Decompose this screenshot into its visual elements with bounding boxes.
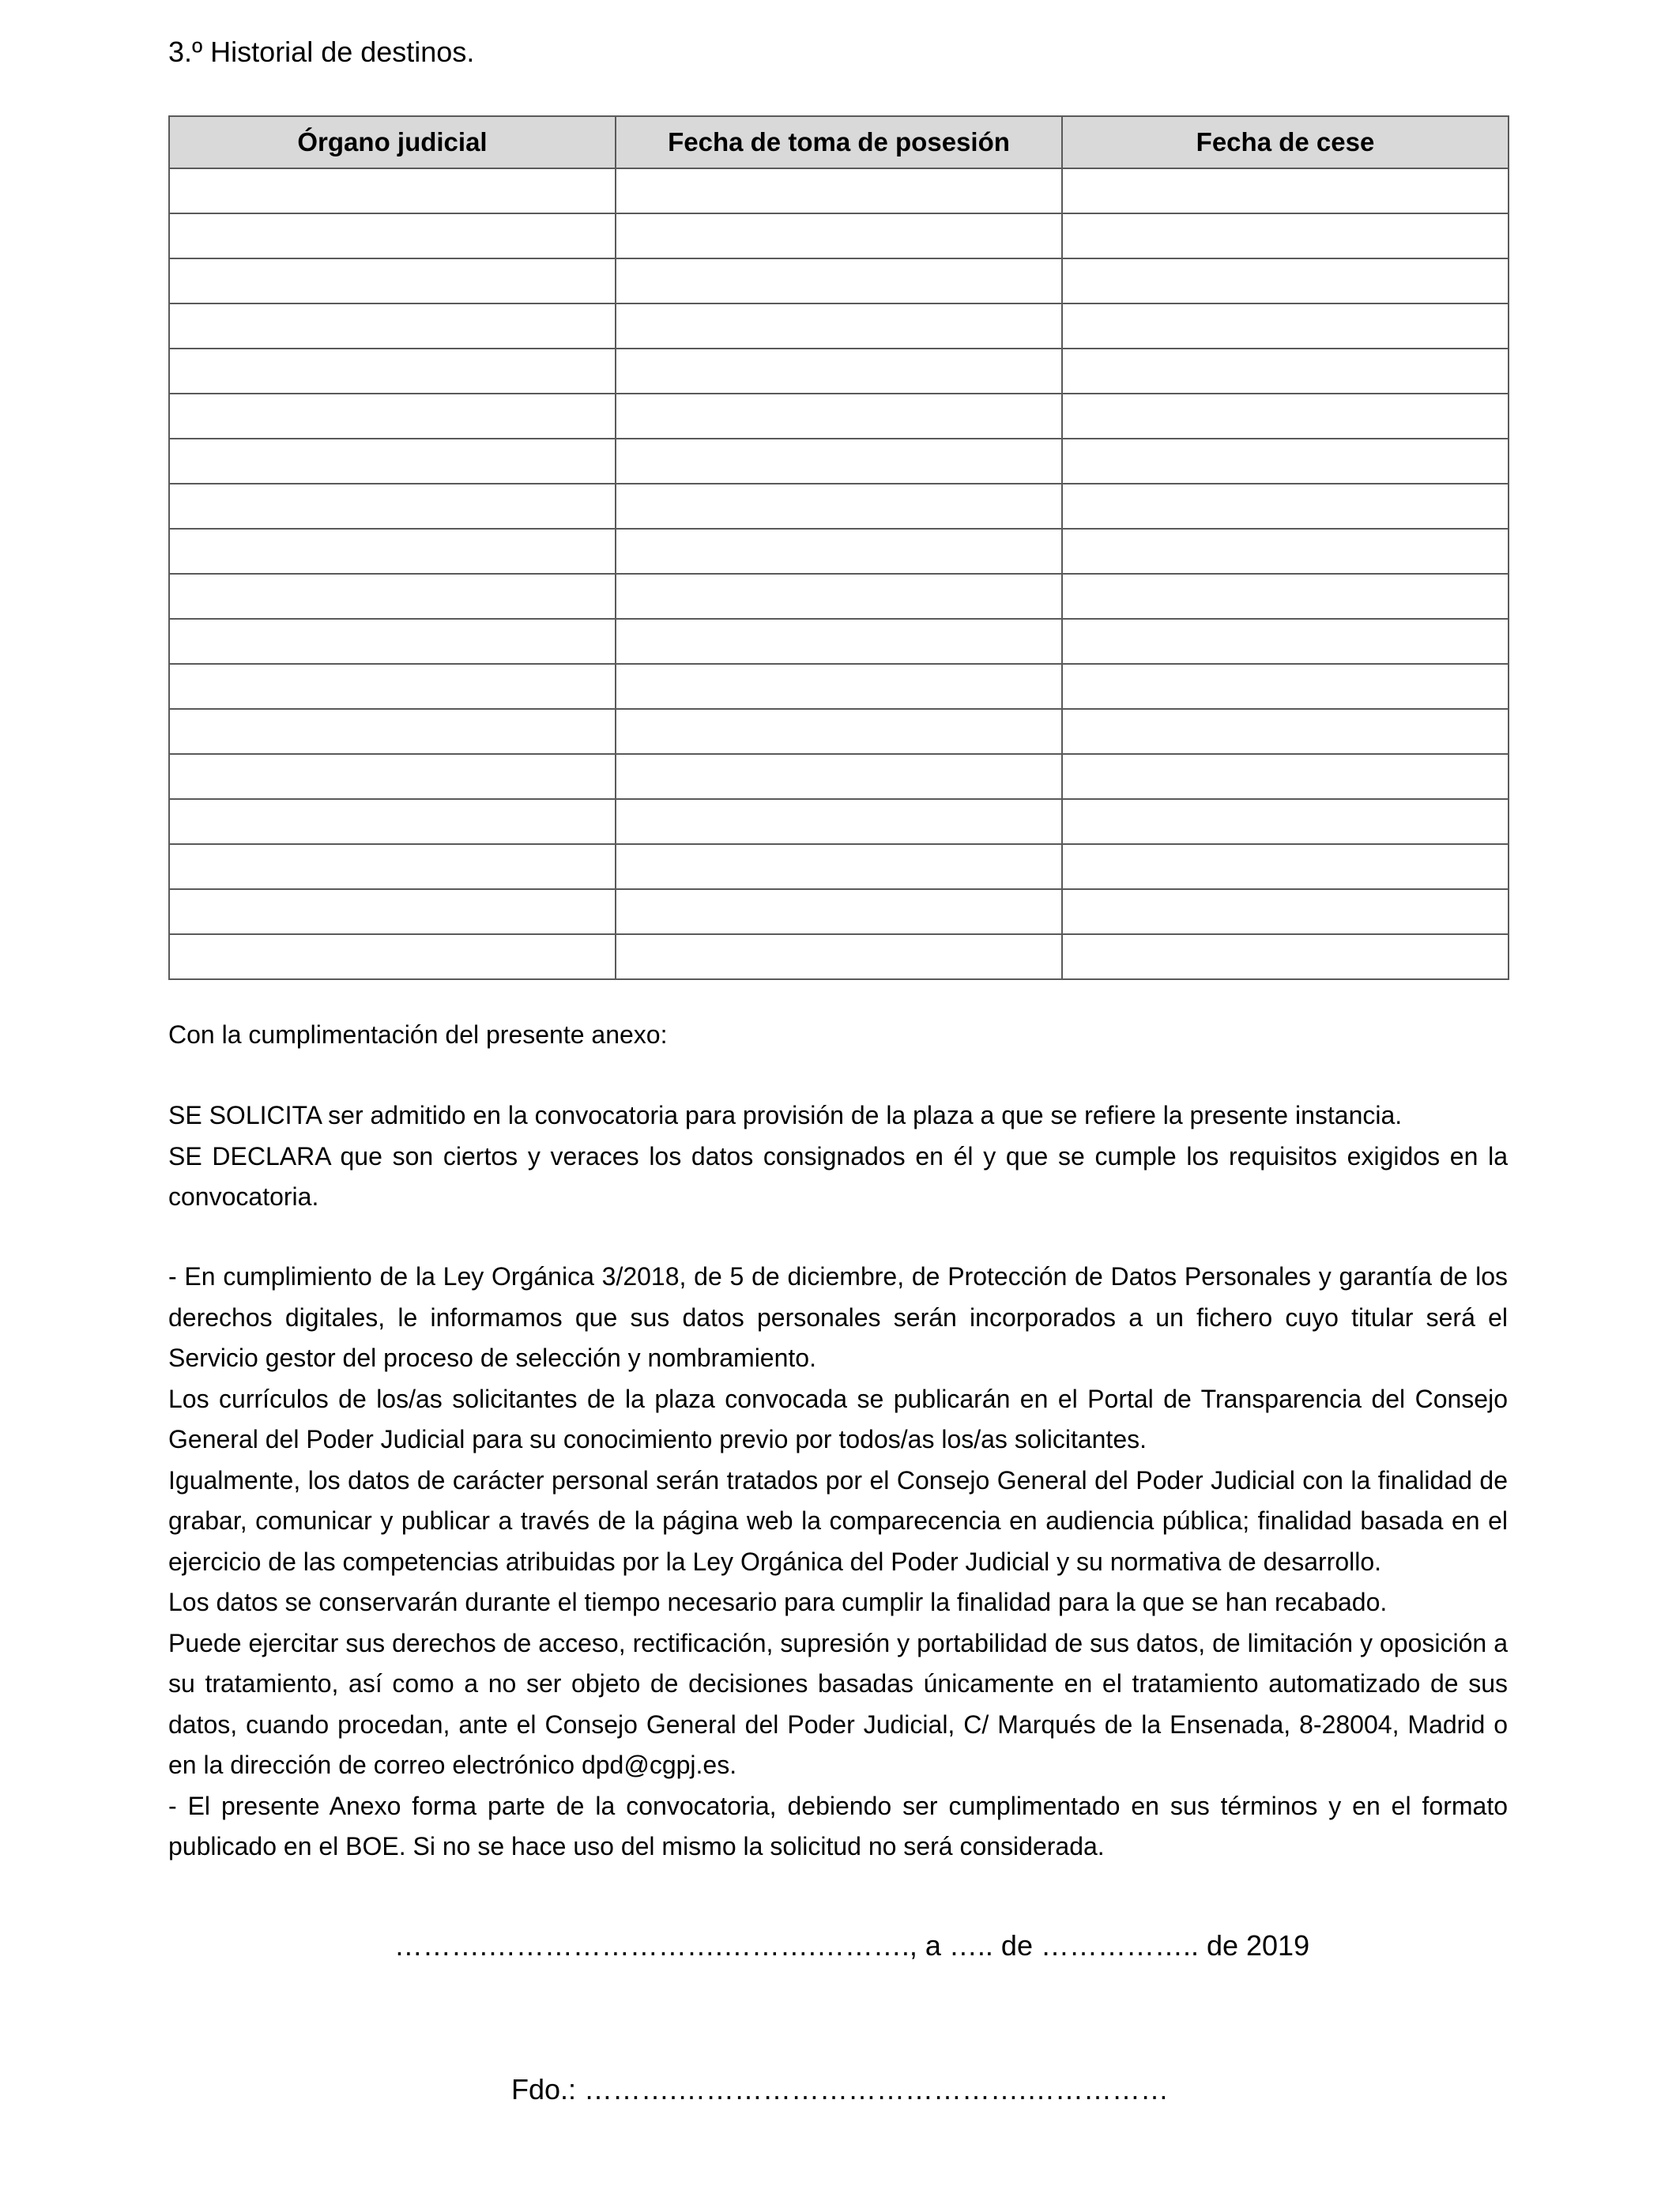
table-cell [169, 619, 616, 664]
signature-line: Fdo.: ……….……………………………….…………… [510, 2073, 1170, 2105]
table-row [169, 889, 1509, 934]
legal-paragraph: Los currículos de los/as solicitantes de la plaza convocada se publicarán en el Portal de Transparencia del Consejo General del Poder Judicial para su conocimiento previo por todos/as los/as solicitantes. [168, 1384, 1508, 1453]
table-cell [169, 529, 616, 574]
table-cell [616, 168, 1062, 213]
table-cell [616, 664, 1062, 709]
column-header-organo: Órgano judicial [169, 116, 616, 168]
table-cell [1062, 394, 1509, 439]
table-cell [1062, 754, 1509, 799]
request-declaration-block [168, 1095, 1508, 1218]
table-cell [616, 574, 1062, 619]
table-cell [169, 213, 616, 258]
table-cell [616, 484, 1062, 529]
legal-paragraph: Igualmente, los datos de carácter personal serán tratados por el Consejo General del Poder Judicial con la finalidad de grabar, comunicar y publicar a través de la página web la comparecencia en audiencia pública; finalidad basada en el ejercicio de las competencias atribuidas por la Ley Orgánica del Poder Judicial y su normativa de desarrollo. [168, 1465, 1508, 1576]
table-cell [169, 394, 616, 439]
table-cell [1062, 168, 1509, 213]
table-cell [1062, 439, 1509, 484]
table-cell [1062, 574, 1509, 619]
table-cell [616, 799, 1062, 844]
table-row [169, 394, 1509, 439]
table-cell [616, 213, 1062, 258]
request-paragraph: SE SOLICITA ser admitido en la convocatoria para provisión de la plaza a que se refiere la presente instancia. [168, 1101, 1403, 1129]
table-cell [616, 934, 1062, 979]
table-cell [616, 709, 1062, 754]
table-row [169, 754, 1509, 799]
table-cell [1062, 664, 1509, 709]
table-body [169, 168, 1509, 979]
table-cell [616, 889, 1062, 934]
table-cell [169, 844, 616, 889]
table-cell [616, 754, 1062, 799]
table-row [169, 574, 1509, 619]
table-cell [1062, 844, 1509, 889]
table-cell [1062, 889, 1509, 934]
table-row [169, 619, 1509, 664]
legal-paragraph: Puede ejercitar sus derechos de acceso, rectificación, supresión y portabilidad de sus datos, de limitación y oposición a su tratamiento, así como a no ser objeto de decisiones basadas únicamente en el tratamiento automatizado de sus datos, cuando procedan, ante el Consejo General del Poder Judicial, C/ Marqués de la Ensenada, 8-28004, Madrid o en la dirección de correo electrónico dpd@cgpj.es. [168, 1628, 1508, 1779]
table-row [169, 799, 1509, 844]
table-row [169, 484, 1509, 529]
table-row [169, 529, 1509, 574]
table-cell [1062, 709, 1509, 754]
legal-paragraph: Los datos se conservarán durante el tiempo necesario para cumplir la finalidad para la que se han recabado. [168, 1588, 1388, 1616]
table-cell [616, 844, 1062, 889]
column-header-fecha-posesion: Fecha de toma de posesión [616, 116, 1062, 168]
table-cell [169, 799, 616, 844]
place-date-line: ……….…………………….……….………., a ….. de …………….. de 2019 [394, 1929, 1310, 1962]
table-cell [1062, 799, 1509, 844]
table-row [169, 213, 1509, 258]
table-cell [169, 574, 616, 619]
table-cell [169, 889, 616, 934]
table-cell [616, 439, 1062, 484]
table-cell [616, 258, 1062, 303]
table-header-row [169, 116, 1509, 168]
table-cell [169, 754, 616, 799]
destinations-history-table [168, 115, 1509, 980]
table-cell [1062, 484, 1509, 529]
data-protection-block [168, 1257, 1508, 1868]
table-cell [1062, 213, 1509, 258]
table-cell [169, 709, 616, 754]
table-cell [1062, 934, 1509, 979]
column-header-fecha-cese: Fecha de cese [1062, 116, 1509, 168]
table-row [169, 168, 1509, 213]
table-row [169, 664, 1509, 709]
table-cell [169, 484, 616, 529]
intro-paragraph: Con la cumplimentación del presente anexo: [168, 1020, 668, 1049]
table-cell [169, 664, 616, 709]
table-row [169, 844, 1509, 889]
table-cell [616, 394, 1062, 439]
table-row [169, 258, 1509, 303]
table-cell [169, 303, 616, 349]
declaration-paragraph: SE DECLARA que son ciertos y veraces los datos consignados en él y que se cumple los requisitos exigidos en la convocatoria. [168, 1141, 1508, 1211]
table-cell [169, 349, 616, 394]
table-cell [1062, 619, 1509, 664]
table-cell [169, 439, 616, 484]
table-cell [169, 168, 616, 213]
table-cell [169, 934, 616, 979]
legal-paragraph: - En cumplimiento de la Ley Orgánica 3/2018, de 5 de diciembre, de Protección de Datos Personales y garantía de los derechos digitales, le informamos que sus datos personales serán incorporados a un fichero cuyo titular será el Servicio gestor del proceso de selección y nombramiento. [168, 1262, 1508, 1372]
table-cell [616, 529, 1062, 574]
table-cell [616, 303, 1062, 349]
table-row [169, 349, 1509, 394]
table-row [169, 709, 1509, 754]
table-cell [1062, 258, 1509, 303]
table-row [169, 439, 1509, 484]
table-cell [1062, 529, 1509, 574]
table-cell [616, 619, 1062, 664]
table-cell [169, 258, 616, 303]
table-row [169, 303, 1509, 349]
section-heading: 3.º Historial de destinos. [168, 36, 475, 68]
table-row [169, 934, 1509, 979]
table-cell [1062, 349, 1509, 394]
legal-paragraph: - El presente Anexo forma parte de la convocatoria, debiendo ser cumplimentado en sus términos y en el formato publicado en el BOE. Si no se hace uso del mismo la solicitud no será considerada. [168, 1791, 1508, 1860]
table-cell [1062, 303, 1509, 349]
table-cell [616, 349, 1062, 394]
